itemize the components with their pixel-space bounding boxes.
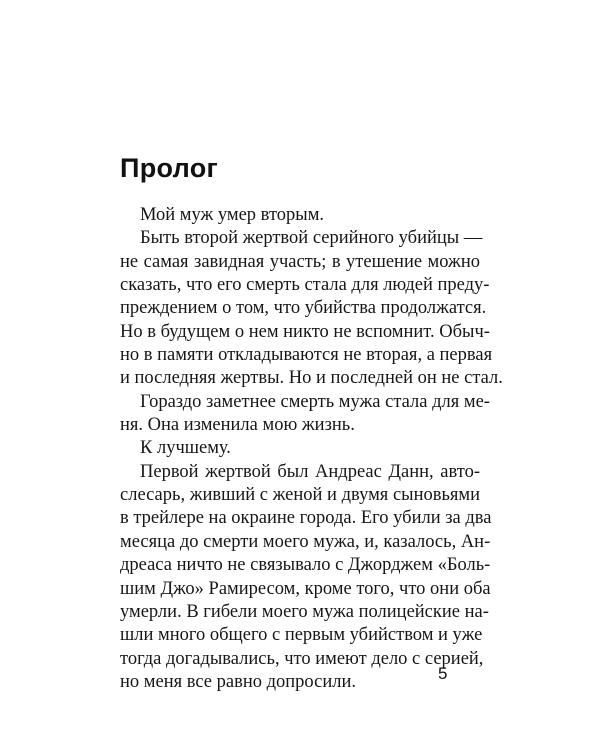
text-line: ня. Она изменила мою жизнь. <box>120 415 355 436</box>
text-line: преждением о том, что убийства продолжатся. <box>120 298 487 319</box>
text-line: Но в будущем о нем никто не вспомнит. Обыч- <box>120 321 490 342</box>
text-line: месяца до смерти моего мужа, и, казалось, Ан- <box>120 531 491 552</box>
text-line: не самая завидная участь; в утешение можно <box>120 251 480 272</box>
text-line: дреаса ничто не связывало с Джорджем «Боль- <box>120 555 491 576</box>
text-line: шим Джо» Рамиресом, кроме того, что они оба <box>120 578 491 599</box>
text-line: но меня все равно допросили. <box>120 671 356 692</box>
text-line: умерли. В гибели моего мужа полицейские на- <box>120 601 489 622</box>
text-line: Гораздо заметнее смерть мужа стала для ме- <box>140 391 490 412</box>
page-number: 5 <box>438 664 448 683</box>
text-line: и последняя жертвы. Но и последней он не стал. <box>120 368 503 389</box>
text-line: слесарь, живший с женой и двумя сыновьями <box>120 485 481 506</box>
text-line: сказать, что его смерть стала для людей преду- <box>120 275 490 296</box>
text-line: Первой жертвой был Андреас Данн, авто- <box>140 461 480 482</box>
text-line: но в памяти откладываются не вторая, а первая <box>120 345 493 366</box>
text-line: в трейлере на окраине города. Его убили за два <box>120 508 492 529</box>
text-line: Мой муж умер вторым. <box>140 205 325 225</box>
text-line: К лучшему. <box>140 438 231 459</box>
body-text <box>120 204 503 694</box>
text-line: Быть второй жертвой серийного убийцы — <box>140 228 483 249</box>
chapter-title: Пролог <box>120 153 219 183</box>
text-line: шли много общего с первым убийством и уже <box>120 625 483 646</box>
text-line: тогда догадывались, что имеют дело с серией, <box>120 648 484 669</box>
